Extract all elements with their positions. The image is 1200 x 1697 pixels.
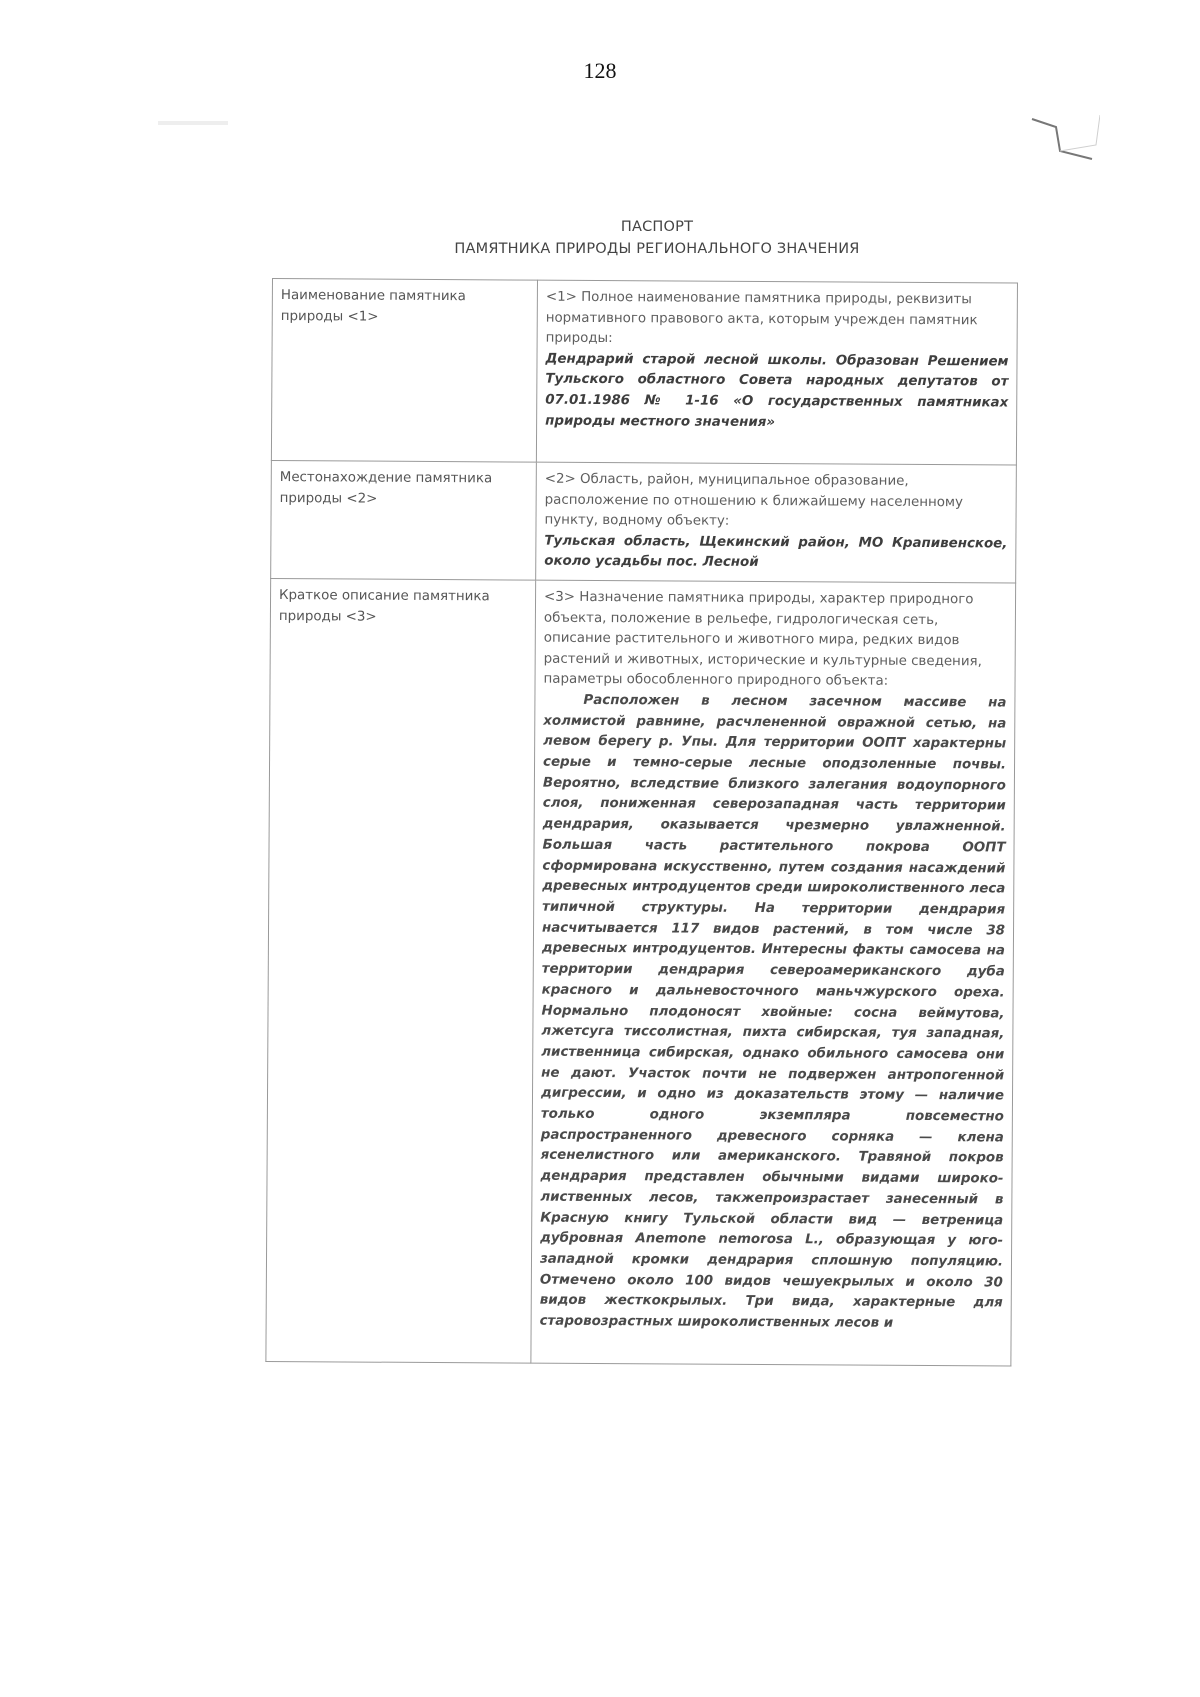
row-label-name: [271, 279, 537, 463]
row-content-name: [536, 280, 1017, 465]
label-text: Краткое описание памятника природы <3>: [278, 588, 490, 625]
label-text: Наименование памятника природы <1>: [280, 288, 466, 325]
page-number: 128: [583, 58, 617, 83]
document-subtitle: ПАМЯТНИКА ПРИРОДЫ РЕГИОНАЛЬНОГО ЗНАЧЕНИЯ: [454, 241, 860, 257]
field-description: <2> Область, район, муниципальное образование, расположение по отношению к ближайшему населенному пункту, водному объекту:: [544, 471, 964, 529]
passport-table: [265, 278, 1018, 1367]
row-content-location: [536, 462, 1017, 583]
row-content-description: [531, 580, 1016, 1366]
table-row: [266, 578, 1016, 1366]
scan-smudge: [158, 118, 238, 128]
label-text: Местонахождение памятника природы <2>: [279, 470, 493, 507]
scan-corner-fold: [1030, 115, 1100, 175]
field-value: Дендрарий старой лесной школы. Образован Решением Тульского областного Совета народных депутатов от 07.01.1986 № 1-16 «О государственных памятниках природы местного значения»: [545, 351, 1009, 430]
field-value: Расположен в лесном засечном массиве на холмистой равнине, расчлененной овражной сетью, на левом берегу р. Упы. Для территории ООПТ характерны серые и темно-серые лесные оподзоленные почвы. Вероятно, вследствие близкого залегания водоупорного слоя, пониженная северозападная часть территории дендрария, оказывается чрезмерно увлажненной. Большая часть растительного покрова ООПТ сформирована искусственно, путем создания насаждений древесных интродуцентов среди широколиственного леса типичной структуры. На территории дендрария насчитывается 117 видов растений, в том числе 38 древесных интродуцентов. Интересны факты самосева на территории дендрария североамериканского дуба красного и дальневосточного маньчжурского ореха. Нормально плодоносят хвойные: сосна веймутова, лжетсуга тиссолистная, пихта сибирская, туя западная, лиственница сибирская, однако обильного самосева они не дают. Участок почти не подвержен антропогенной дигрессии, и одно из доказательств этому — наличие только одного экземпляра повсеместно распространенного древесного сорняка — клена ясенелистного или американского. Травяной покров дендрария представлен обычными видами широко-лиственных лесов, такжепроизрастает занесенный в Красную книгу Тульской области вид — ветреница дубровная Anemone nemorosa L., образующая у юго-западной кромки дендрария сплошную популяцию. Отмечено около 100 видов чешуекрылых и около 30 видов жесткокрылых. Три вида, характерные для старовозрастных широколиственных лесов и: [539, 692, 1007, 1331]
table-row: [271, 279, 1017, 466]
row-label-description: [266, 578, 536, 1363]
document-title: ПАСПОРТ: [620, 219, 694, 235]
table-row: [271, 460, 1017, 583]
field-description: <3> Назначение памятника природы, характер природного объекта, положение в рельефе, гидрологическая сеть, описание растительного и животного мира, редких видов растений и животных, исторические и культурные сведения, параметры обособленного природного объекта:: [543, 589, 982, 690]
field-value: Тульская область, Щекинский район, МО Крапивенское, около усадьбы пос. Лесной: [544, 533, 1008, 571]
field-description: <1> Полное наименование памятника природы, реквизиты нормативного правового акта, которым учрежден памятник природы:: [545, 289, 978, 347]
row-label-location: [271, 460, 537, 580]
